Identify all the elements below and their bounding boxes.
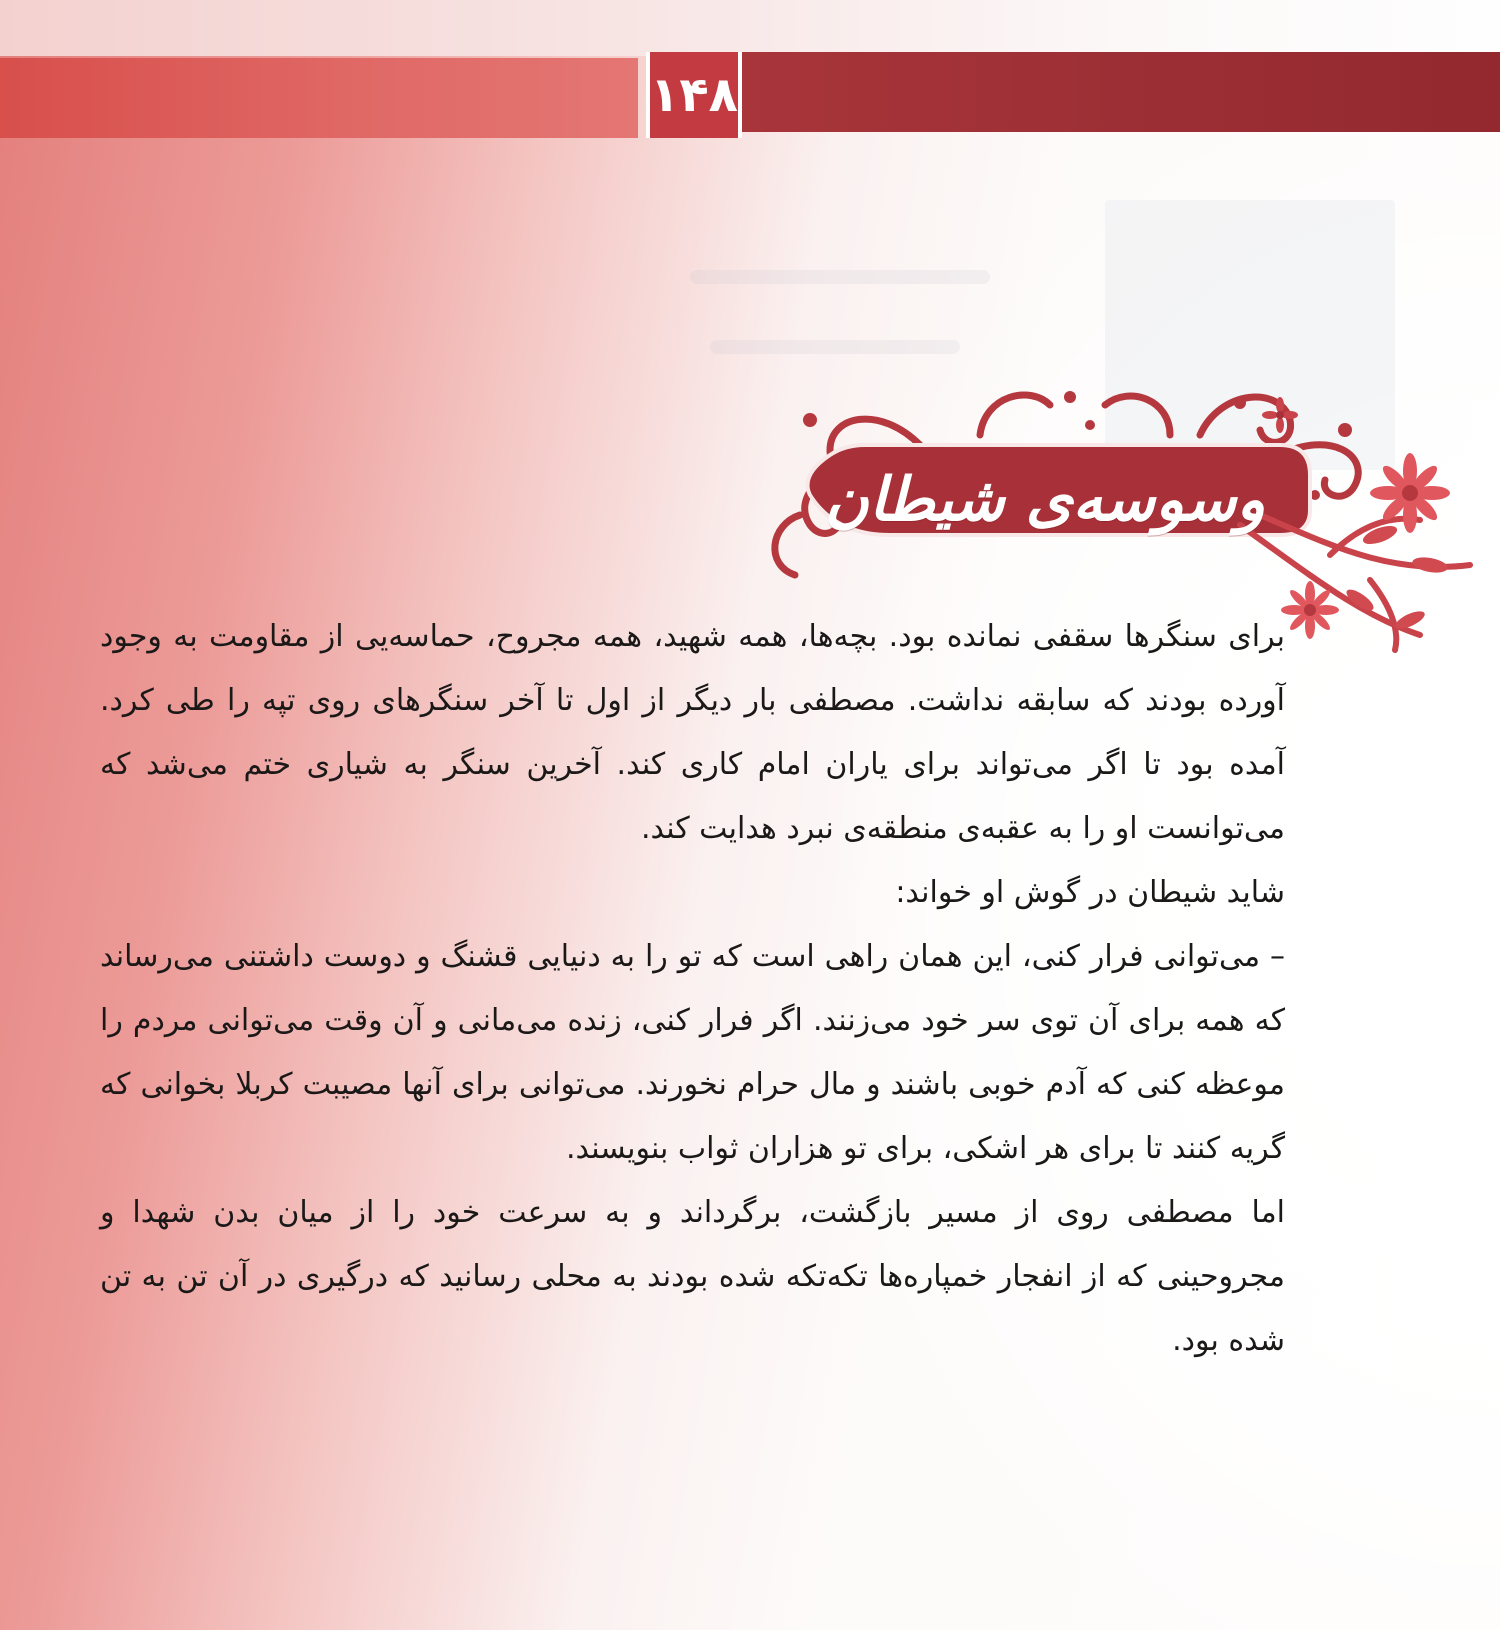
body-text xyxy=(100,605,1285,1373)
bleed-through-line xyxy=(710,340,960,354)
body-paragraph: اما مصطفی روی از مسیر بازگشت، برگرداند و به سرعت خود را از میان بدن شهدا و مجروحینی که از انفجار خمپاره‌ها تکه‌تکه شده بودند به محلی رسانید که درگیری در آن تن به تن شده بود. xyxy=(100,1195,1285,1358)
page-number-box xyxy=(646,52,742,138)
chapter-title: وسوسه‌ی شیطان xyxy=(824,465,1266,535)
page-number: ۱۴۸ xyxy=(650,67,738,123)
chapter-title-wrap xyxy=(805,440,1285,560)
header-band-right xyxy=(740,52,1500,132)
leaf-decoration xyxy=(1343,522,1448,632)
bleed-through-line xyxy=(690,270,990,284)
body-paragraph: – می‌توانی فرار کنی، این همان راهی است که تو را به دنیایی قشنگ و دوست داشتنی می‌رساند که همه برای آن توی سر خود می‌زنند. اگر فرار کنی، زنده می‌مانی و آن وقت می‌توانی مردم را موعظه کنی که آدم خوبی باشند و مال حرام نخورند. می‌توانی برای آنها مصیبت کربلا بخوانی که گریه کنند تا برای هر اشکی، برای تو هزاران ثواب بنویسند. xyxy=(100,939,1285,1166)
header-band-left xyxy=(0,58,638,138)
top-strip xyxy=(0,0,1500,56)
body-paragraph: برای سنگرها سقفی نمانده بود. بچه‌ها، همه شهید، همه مجروح، حماسه‌یی از مقاومت به وجود آورده بودند که سابقه نداشت. مصطفی بار دیگر از اول تا آخر سنگرهای روی تپه را طی کرد. آمده بود تا اگر می‌تواند برای یاران امام کاری کند. آخرین سنگر به شیاری ختم می‌شد که می‌توانست او را به عقبه‌ی منطقه‌ی نبرد هدایت کند. xyxy=(100,619,1285,846)
body-paragraph: شاید شیطان در گوش او خواند: xyxy=(895,875,1285,910)
